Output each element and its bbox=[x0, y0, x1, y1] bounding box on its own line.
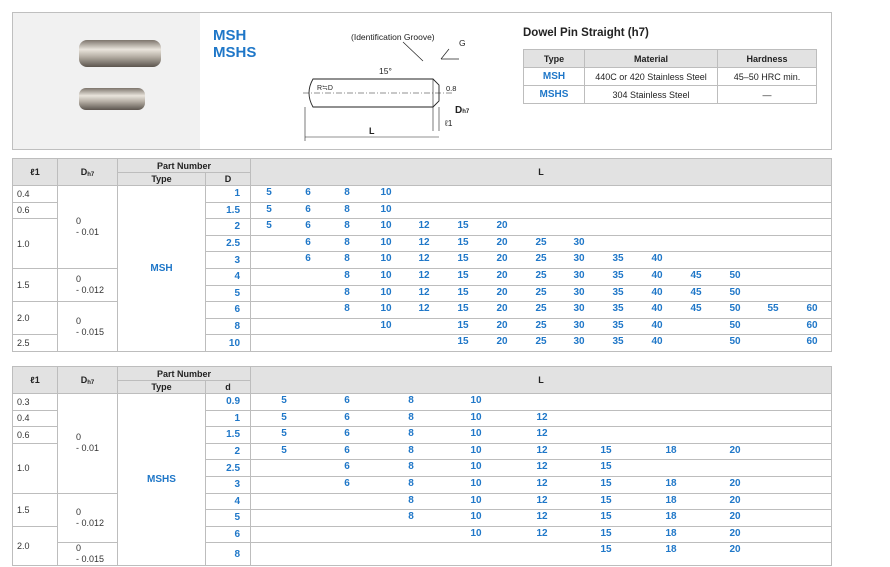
l-value: 25 bbox=[535, 319, 547, 331]
l-value: 15 bbox=[457, 286, 469, 298]
l-value: 45 bbox=[690, 303, 702, 315]
l-value: 35 bbox=[612, 336, 624, 348]
l-values bbox=[251, 252, 832, 269]
l-value: 5 bbox=[281, 444, 287, 456]
l-values bbox=[251, 543, 832, 566]
l-values bbox=[251, 219, 832, 236]
d-value: 8 bbox=[206, 318, 251, 335]
r-label: R≒D bbox=[317, 85, 333, 92]
l-value: 6 bbox=[344, 444, 350, 456]
table-row bbox=[13, 186, 832, 203]
l-value: 20 bbox=[496, 319, 508, 331]
spec-row bbox=[524, 68, 817, 86]
l-value: 45 bbox=[690, 269, 702, 281]
l-value: 20 bbox=[729, 477, 741, 489]
l-value: 12 bbox=[418, 253, 430, 265]
product-photo bbox=[13, 13, 200, 149]
l-values bbox=[251, 410, 832, 427]
l-value: 8 bbox=[408, 477, 414, 489]
d-value: 3 bbox=[206, 252, 251, 269]
l-value: 8 bbox=[344, 187, 350, 198]
l1-cell: 1.0 bbox=[13, 219, 58, 269]
l-value: 10 bbox=[380, 220, 392, 232]
l-values bbox=[251, 302, 832, 319]
g-label: G bbox=[459, 38, 466, 48]
d-value: 2 bbox=[206, 443, 251, 460]
l-value: 10 bbox=[380, 253, 392, 265]
spec-title: Dowel Pin Straight (h7) bbox=[523, 27, 649, 39]
l-value: 15 bbox=[600, 477, 612, 489]
tolerance-cell: 0 - 0.015 bbox=[58, 543, 118, 566]
header-dh7: Dh7 bbox=[58, 159, 118, 186]
l-value: 12 bbox=[418, 286, 430, 298]
spec-material: 440C or 420 Stainless Steel bbox=[585, 68, 718, 86]
groove-label: (Identification Groove) bbox=[351, 32, 435, 42]
l-value: 30 bbox=[573, 269, 585, 281]
l-value: 20 bbox=[729, 544, 741, 556]
l-value: 5 bbox=[281, 411, 287, 423]
d-value: 1.5 bbox=[206, 202, 251, 219]
l-values bbox=[251, 394, 832, 411]
l-value: 12 bbox=[536, 527, 548, 539]
d-value: 6 bbox=[206, 526, 251, 543]
l-values bbox=[251, 335, 832, 352]
l-value: 5 bbox=[266, 220, 272, 232]
l-value: 30 bbox=[573, 319, 585, 331]
l-value: 10 bbox=[380, 187, 392, 198]
l-value: 18 bbox=[665, 511, 677, 523]
l-value: 6 bbox=[344, 461, 350, 473]
l-value: 30 bbox=[573, 253, 585, 265]
tolerance-cell: 0 - 0.015 bbox=[58, 302, 118, 352]
l-value: 12 bbox=[418, 236, 430, 248]
l-value: 50 bbox=[729, 319, 741, 331]
series-title-mshs: MSHS bbox=[213, 44, 257, 61]
l-value: 10 bbox=[380, 286, 392, 298]
l-value: 6 bbox=[305, 220, 311, 232]
l-value: 15 bbox=[457, 220, 469, 232]
header-l1: ℓ1 bbox=[13, 159, 58, 186]
l-value: 20 bbox=[729, 511, 741, 523]
l-value: 5 bbox=[281, 395, 287, 406]
l-value: 15 bbox=[600, 494, 612, 506]
l-value: 5 bbox=[266, 203, 272, 215]
header-l: L bbox=[251, 159, 832, 186]
d-value: 0.9 bbox=[206, 394, 251, 411]
angle-label: 15° bbox=[379, 66, 392, 76]
l-value: 10 bbox=[470, 494, 482, 506]
header-dh7: Dh7 bbox=[58, 367, 118, 394]
l-value: 6 bbox=[344, 428, 350, 440]
l-value: 12 bbox=[536, 428, 548, 440]
header-d: d bbox=[206, 381, 251, 394]
l-value: 8 bbox=[344, 269, 350, 281]
l-value: 35 bbox=[612, 303, 624, 315]
l-values bbox=[251, 427, 832, 444]
l-value: 25 bbox=[535, 236, 547, 248]
l-values bbox=[251, 318, 832, 335]
spec-header-hardness: Hardness bbox=[718, 50, 817, 68]
l-value: 35 bbox=[612, 319, 624, 331]
d-value: 10 bbox=[206, 335, 251, 352]
l1-cell: 1.0 bbox=[13, 443, 58, 493]
series-title-msh: MSH bbox=[213, 27, 247, 44]
l-value: 25 bbox=[535, 253, 547, 265]
table-row bbox=[13, 394, 832, 411]
l-value: 60 bbox=[806, 319, 818, 331]
d-value: 6 bbox=[206, 302, 251, 319]
header-l: L bbox=[251, 367, 832, 394]
l-value: 8 bbox=[344, 236, 350, 248]
l-value: 10 bbox=[380, 203, 392, 215]
l-value: 6 bbox=[305, 253, 311, 265]
spec-row bbox=[524, 86, 817, 104]
header-l1: ℓ1 bbox=[13, 367, 58, 394]
l-value: 8 bbox=[344, 303, 350, 315]
d-value: 4 bbox=[206, 268, 251, 285]
l-value: 12 bbox=[418, 269, 430, 281]
l-value: 18 bbox=[665, 444, 677, 456]
d-value: 8 bbox=[206, 543, 251, 566]
l-value: 20 bbox=[729, 494, 741, 506]
l-values bbox=[251, 526, 832, 543]
d-value: 1 bbox=[206, 410, 251, 427]
l-value: 50 bbox=[729, 336, 741, 348]
l1-cell: 2.5 bbox=[13, 335, 58, 352]
series-titles bbox=[213, 27, 256, 61]
l-value: 10 bbox=[470, 461, 482, 473]
l-value: 18 bbox=[665, 494, 677, 506]
l-value: 8 bbox=[408, 444, 414, 456]
l-value: 15 bbox=[600, 444, 612, 456]
l1-cell: 2.0 bbox=[13, 302, 58, 335]
l-values bbox=[251, 268, 832, 285]
l-value: 40 bbox=[651, 286, 663, 298]
l1-cell: 1.5 bbox=[13, 493, 58, 526]
l1-cell: 0.6 bbox=[13, 427, 58, 444]
l-value: 20 bbox=[496, 336, 508, 348]
l-value: 8 bbox=[344, 203, 350, 215]
l-value: 20 bbox=[496, 269, 508, 281]
l-value: 20 bbox=[496, 236, 508, 248]
l-value: 10 bbox=[470, 411, 482, 423]
l-label: L bbox=[369, 126, 375, 136]
l-value: 6 bbox=[344, 411, 350, 423]
tolerance-cell: 0 - 0.01 bbox=[58, 394, 118, 494]
l-value: 8 bbox=[344, 220, 350, 232]
l-value: 15 bbox=[457, 253, 469, 265]
l-value: 20 bbox=[729, 527, 741, 539]
tolerance-cell: 0 - 0.012 bbox=[58, 493, 118, 543]
product-header bbox=[12, 12, 832, 150]
l-value: 12 bbox=[536, 477, 548, 489]
l-value: 30 bbox=[573, 236, 585, 248]
l-value: 45 bbox=[690, 286, 702, 298]
d-value: 1 bbox=[206, 186, 251, 203]
l-values bbox=[251, 186, 832, 203]
l-value: 10 bbox=[380, 303, 392, 315]
l-value: 50 bbox=[729, 286, 741, 298]
l-value: 25 bbox=[535, 303, 547, 315]
d-value: 5 bbox=[206, 510, 251, 527]
l-value: 25 bbox=[535, 269, 547, 281]
type-cell: MSH bbox=[118, 186, 206, 352]
d-value: 2.5 bbox=[206, 460, 251, 477]
spec-type: MSHS bbox=[524, 86, 585, 104]
l-value: 15 bbox=[457, 319, 469, 331]
d-label: Dh7 bbox=[455, 105, 470, 116]
l-value: 12 bbox=[536, 444, 548, 456]
l-value: 15 bbox=[600, 511, 612, 523]
l1-cell: 1.5 bbox=[13, 268, 58, 301]
d-value: 4 bbox=[206, 493, 251, 510]
dowel-pin-image bbox=[13, 13, 200, 149]
l-value: 50 bbox=[729, 269, 741, 281]
l-value: 20 bbox=[496, 253, 508, 265]
spec-header-type: Type bbox=[524, 50, 585, 68]
l-value: 18 bbox=[665, 527, 677, 539]
l-value: 12 bbox=[418, 303, 430, 315]
l-value: 10 bbox=[380, 319, 392, 331]
l-value: 30 bbox=[573, 286, 585, 298]
spec-type: MSH bbox=[524, 68, 585, 86]
l-values bbox=[251, 476, 832, 493]
l-value: 8 bbox=[408, 511, 414, 523]
header-part-number: Part Number bbox=[118, 159, 251, 173]
msh-size-table bbox=[12, 158, 832, 352]
l-value: 8 bbox=[408, 494, 414, 506]
spec-hardness: 45–50 HRC min. bbox=[718, 68, 817, 86]
l-value: 18 bbox=[665, 477, 677, 489]
l-value: 18 bbox=[665, 544, 677, 556]
l-value: 40 bbox=[651, 336, 663, 348]
l1-label: ℓ1 bbox=[445, 118, 453, 128]
l-value: 15 bbox=[600, 544, 612, 556]
l-value: 10 bbox=[470, 395, 482, 406]
l-value: 8 bbox=[408, 411, 414, 423]
l-value: 60 bbox=[806, 303, 818, 315]
l-value: 12 bbox=[536, 461, 548, 473]
spec-hardness: — bbox=[718, 86, 817, 104]
l-value: 40 bbox=[651, 269, 663, 281]
d-value: 2.5 bbox=[206, 235, 251, 252]
l-value: 35 bbox=[612, 253, 624, 265]
l-value: 55 bbox=[767, 303, 779, 315]
l-value: 10 bbox=[380, 236, 392, 248]
l-value: 6 bbox=[305, 203, 311, 215]
l1-cell: 2.0 bbox=[13, 526, 58, 566]
l-value: 30 bbox=[573, 336, 585, 348]
d-value: 5 bbox=[206, 285, 251, 302]
l-value: 35 bbox=[612, 269, 624, 281]
l-value: 12 bbox=[536, 494, 548, 506]
l-value: 12 bbox=[536, 411, 548, 423]
tolerance-cell: 0 - 0.012 bbox=[58, 268, 118, 301]
l-value: 5 bbox=[266, 187, 272, 198]
l-value: 20 bbox=[496, 286, 508, 298]
l-value: 15 bbox=[457, 336, 469, 348]
l-value: 25 bbox=[535, 336, 547, 348]
spec-table bbox=[523, 49, 817, 104]
header-part-number: Part Number bbox=[118, 367, 251, 381]
l-value: 40 bbox=[651, 303, 663, 315]
l-values bbox=[251, 510, 832, 527]
l-value: 5 bbox=[281, 428, 287, 440]
l-value: 40 bbox=[651, 253, 663, 265]
l-value: 15 bbox=[600, 527, 612, 539]
chamfer-label: 0.8 bbox=[446, 84, 457, 93]
l-value: 8 bbox=[408, 461, 414, 473]
header-type: Type bbox=[118, 381, 206, 394]
l-value: 15 bbox=[457, 236, 469, 248]
l1-cell: 0.4 bbox=[13, 410, 58, 427]
l-value: 6 bbox=[344, 477, 350, 489]
l-value: 8 bbox=[344, 286, 350, 298]
l-values bbox=[251, 443, 832, 460]
l-value: 6 bbox=[305, 236, 311, 248]
l-value: 10 bbox=[470, 477, 482, 489]
l-values bbox=[251, 460, 832, 477]
l-value: 20 bbox=[496, 303, 508, 315]
l-values bbox=[251, 285, 832, 302]
l-value: 25 bbox=[535, 286, 547, 298]
tolerance-cell: 0 - 0.01 bbox=[58, 186, 118, 269]
l-value: 10 bbox=[470, 444, 482, 456]
type-cell: MSHS bbox=[118, 394, 206, 566]
dimension-diagram bbox=[283, 31, 483, 141]
l-value: 50 bbox=[729, 303, 741, 315]
spec-header-material: Material bbox=[585, 50, 718, 68]
l-value: 20 bbox=[496, 220, 508, 232]
l-value: 15 bbox=[457, 303, 469, 315]
d-value: 2 bbox=[206, 219, 251, 236]
l-value: 30 bbox=[573, 303, 585, 315]
l-value: 60 bbox=[806, 336, 818, 348]
l-value: 8 bbox=[408, 395, 414, 406]
l-value: 15 bbox=[600, 461, 612, 473]
l-value: 6 bbox=[344, 395, 350, 406]
d-value: 1.5 bbox=[206, 427, 251, 444]
spec-material: 304 Stainless Steel bbox=[585, 86, 718, 104]
l-value: 35 bbox=[612, 286, 624, 298]
l1-cell: 0.3 bbox=[13, 394, 58, 411]
l-value: 8 bbox=[344, 253, 350, 265]
d-value: 3 bbox=[206, 476, 251, 493]
header-d: D bbox=[206, 173, 251, 186]
l-value: 6 bbox=[305, 187, 311, 198]
l-value: 12 bbox=[536, 511, 548, 523]
l-value: 10 bbox=[470, 428, 482, 440]
l-value: 12 bbox=[418, 220, 430, 232]
l-values bbox=[251, 235, 832, 252]
l1-cell: 0.6 bbox=[13, 202, 58, 219]
l-value: 10 bbox=[470, 527, 482, 539]
l-values bbox=[251, 493, 832, 510]
mshs-size-table bbox=[12, 366, 832, 566]
header-type: Type bbox=[118, 173, 206, 186]
l-value: 10 bbox=[380, 269, 392, 281]
l-value: 15 bbox=[457, 269, 469, 281]
l-values bbox=[251, 202, 832, 219]
l-value: 8 bbox=[408, 428, 414, 440]
l-value: 10 bbox=[470, 511, 482, 523]
l-value: 40 bbox=[651, 319, 663, 331]
l-value: 20 bbox=[729, 444, 741, 456]
l1-cell: 0.4 bbox=[13, 186, 58, 203]
